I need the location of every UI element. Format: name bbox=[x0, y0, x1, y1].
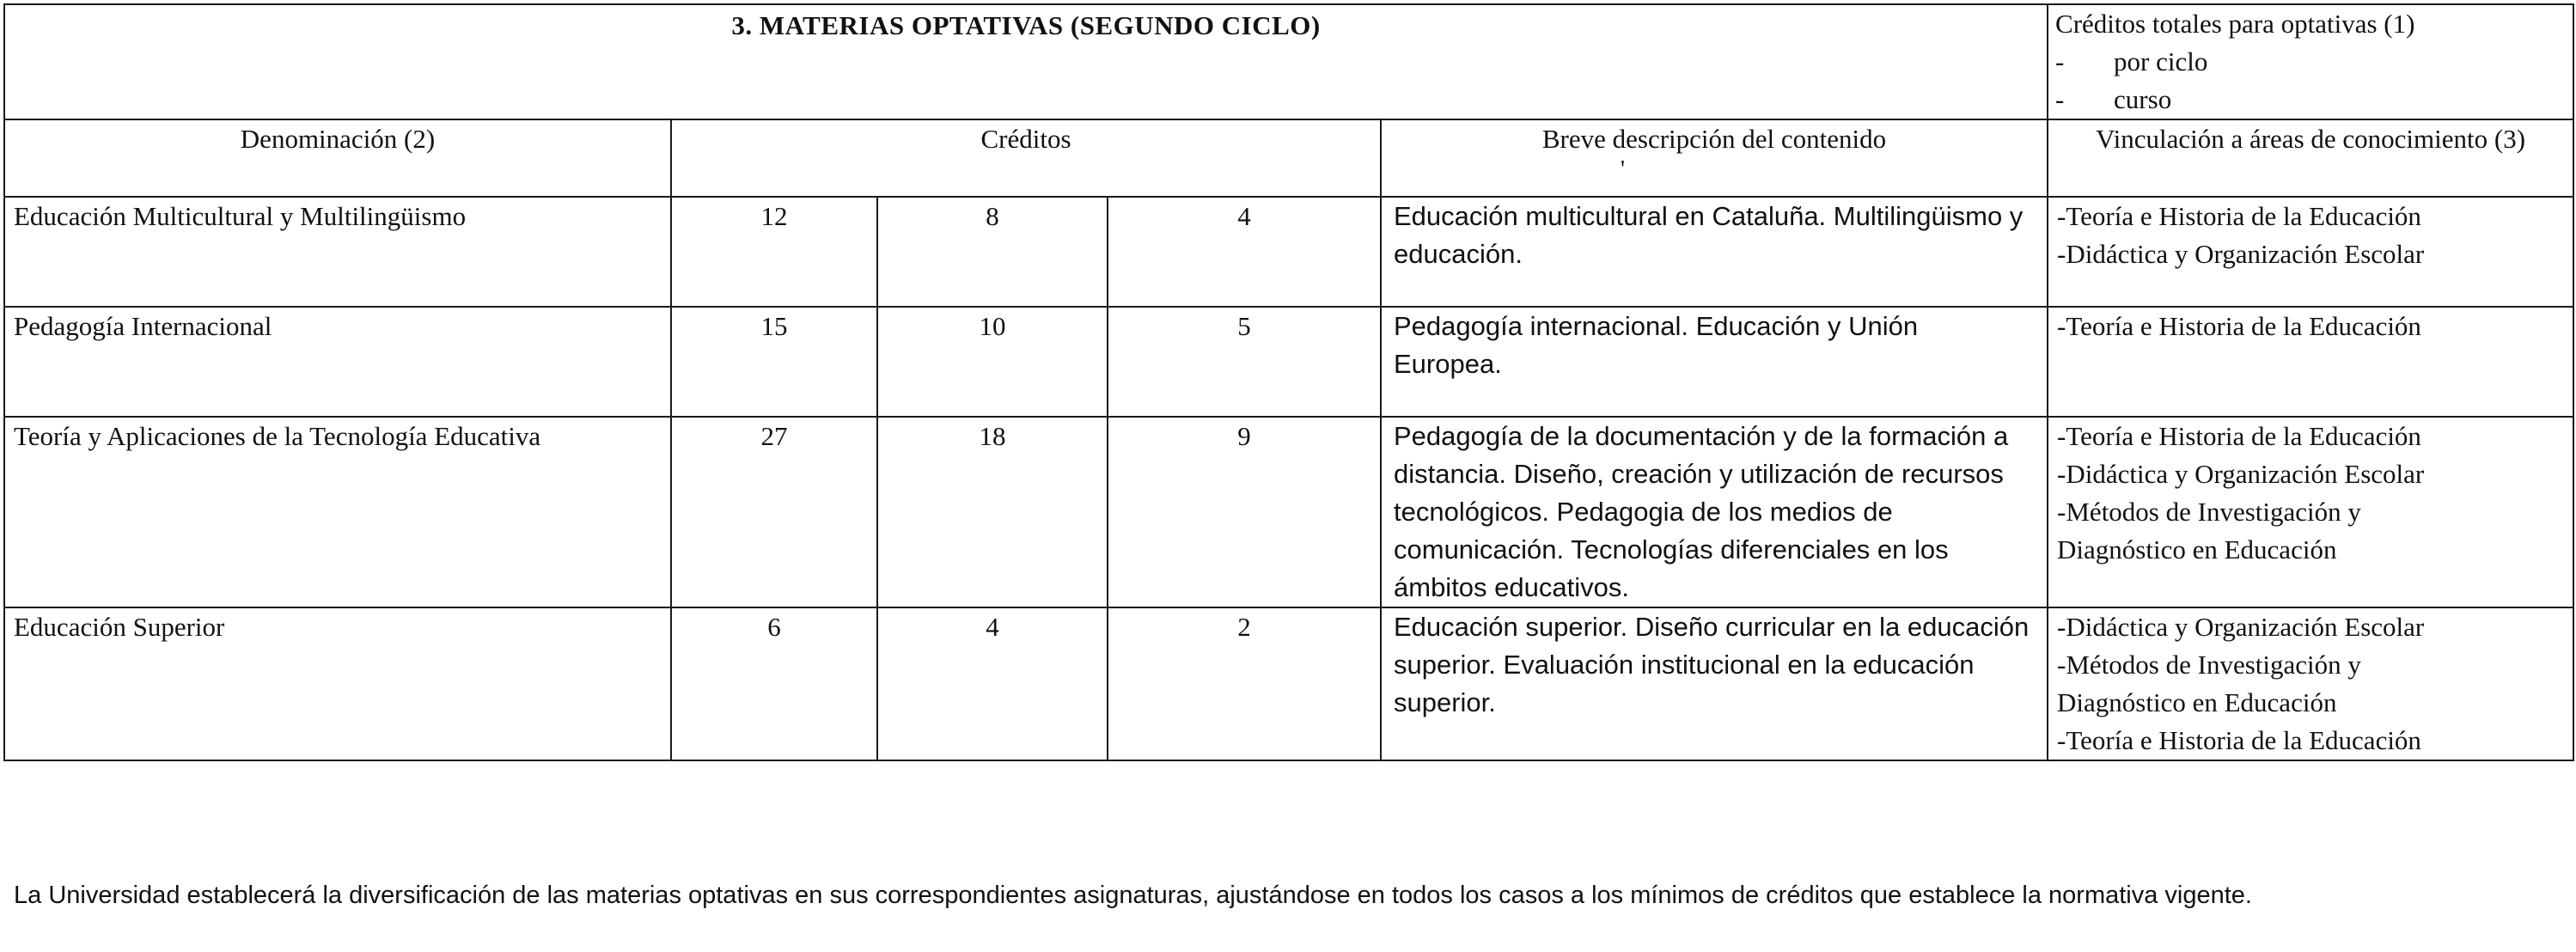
total-credits-item: - por ciclo bbox=[2055, 46, 2208, 76]
subject-name: Educación Superior bbox=[4, 607, 671, 760]
area-line: -Teoría e Historia de la Educación bbox=[2057, 311, 2421, 341]
subject-name: Pedagogía Internacional bbox=[4, 307, 671, 417]
total-credits-cell bbox=[2048, 4, 2573, 119]
credits-theory: 18 bbox=[877, 417, 1108, 607]
area-line: -Didáctica y Organización Escolar bbox=[2057, 459, 2425, 489]
header-creditos: Créditos bbox=[671, 119, 1381, 197]
header-denominacion: Denominación (2) bbox=[4, 119, 671, 197]
subject-areas bbox=[2048, 607, 2573, 760]
header-descripcion-text: Breve descripción del contenido bbox=[1541, 124, 1887, 154]
table-row bbox=[4, 307, 2573, 417]
table-row bbox=[4, 607, 2573, 760]
total-credits-label: Créditos totales para optativas (1) bbox=[2055, 9, 2415, 39]
total-credits-item: - curso bbox=[2055, 84, 2172, 114]
table-row bbox=[4, 197, 2573, 307]
table-title-cell bbox=[4, 4, 2048, 119]
subject-description: Educación multicultural en Cataluña. Multilingüismo y educación. bbox=[1381, 197, 2048, 307]
credits-theory: 10 bbox=[877, 307, 1108, 417]
subject-description: Educación superior. Diseño curricular en la educación superior. Evaluación institucional en la educación superior. bbox=[1381, 607, 2048, 760]
header-descripcion-mark: ' bbox=[1621, 156, 1626, 183]
credits-total: 27 bbox=[671, 417, 877, 607]
footer-note: La Universidad establecerá la diversificación de las materias optativas en sus correspondientes asignaturas, ajustándose en todos los casos a los mínimos de créditos que establece la normativa vigente. bbox=[14, 882, 2252, 909]
area-line: Diagnóstico en Educación bbox=[2057, 687, 2337, 717]
credits-practice: 9 bbox=[1108, 417, 1381, 607]
area-line: Diagnóstico en Educación bbox=[2057, 534, 2337, 564]
header-row bbox=[4, 119, 2573, 197]
area-line: -Didáctica y Organización Escolar bbox=[2057, 612, 2425, 642]
credits-practice: 2 bbox=[1108, 607, 1381, 760]
subject-areas bbox=[2048, 417, 2573, 607]
subject-description: Pedagogía internacional. Educación y Unión Europea. bbox=[1381, 307, 2048, 417]
table-row bbox=[4, 417, 2573, 607]
title-row bbox=[4, 4, 2573, 119]
area-line: -Métodos de Investigación y bbox=[2057, 650, 2361, 680]
table-title: 3. MATERIAS OPTATIVAS (SEGUNDO CICLO) bbox=[731, 10, 1321, 40]
credits-theory: 8 bbox=[877, 197, 1108, 307]
credits-total: 12 bbox=[671, 197, 877, 307]
area-line: -Teoría e Historia de la Educación bbox=[2057, 421, 2421, 451]
subject-description: Pedagogía de la documentación y de la formación a distancia. Diseño, creación y utilización de recursos tecnológicos. Pedagogia de los medios de comunicación. Tecnologías diferenciales en los ámbitos educativos. bbox=[1381, 417, 2048, 607]
area-line: -Teoría e Historia de la Educación bbox=[2057, 201, 2421, 231]
credits-practice: 4 bbox=[1108, 197, 1381, 307]
optional-subjects-table bbox=[3, 3, 2574, 761]
subject-name: Educación Multicultural y Multilingüismo bbox=[4, 197, 671, 307]
header-descripcion bbox=[1381, 119, 2048, 197]
area-line: -Didáctica y Organización Escolar bbox=[2057, 239, 2425, 269]
credits-practice: 5 bbox=[1108, 307, 1381, 417]
area-line: -Métodos de Investigación y bbox=[2057, 497, 2361, 527]
credits-theory: 4 bbox=[877, 607, 1108, 760]
credits-total: 15 bbox=[671, 307, 877, 417]
credits-total: 6 bbox=[671, 607, 877, 760]
header-vinculacion: Vinculación a áreas de conocimiento (3) bbox=[2048, 119, 2573, 197]
area-line: -Teoría e Historia de la Educación bbox=[2057, 725, 2421, 755]
subject-areas bbox=[2048, 197, 2573, 307]
subject-areas bbox=[2048, 307, 2573, 417]
subject-name: Teoría y Aplicaciones de la Tecnología Educativa bbox=[4, 417, 671, 607]
